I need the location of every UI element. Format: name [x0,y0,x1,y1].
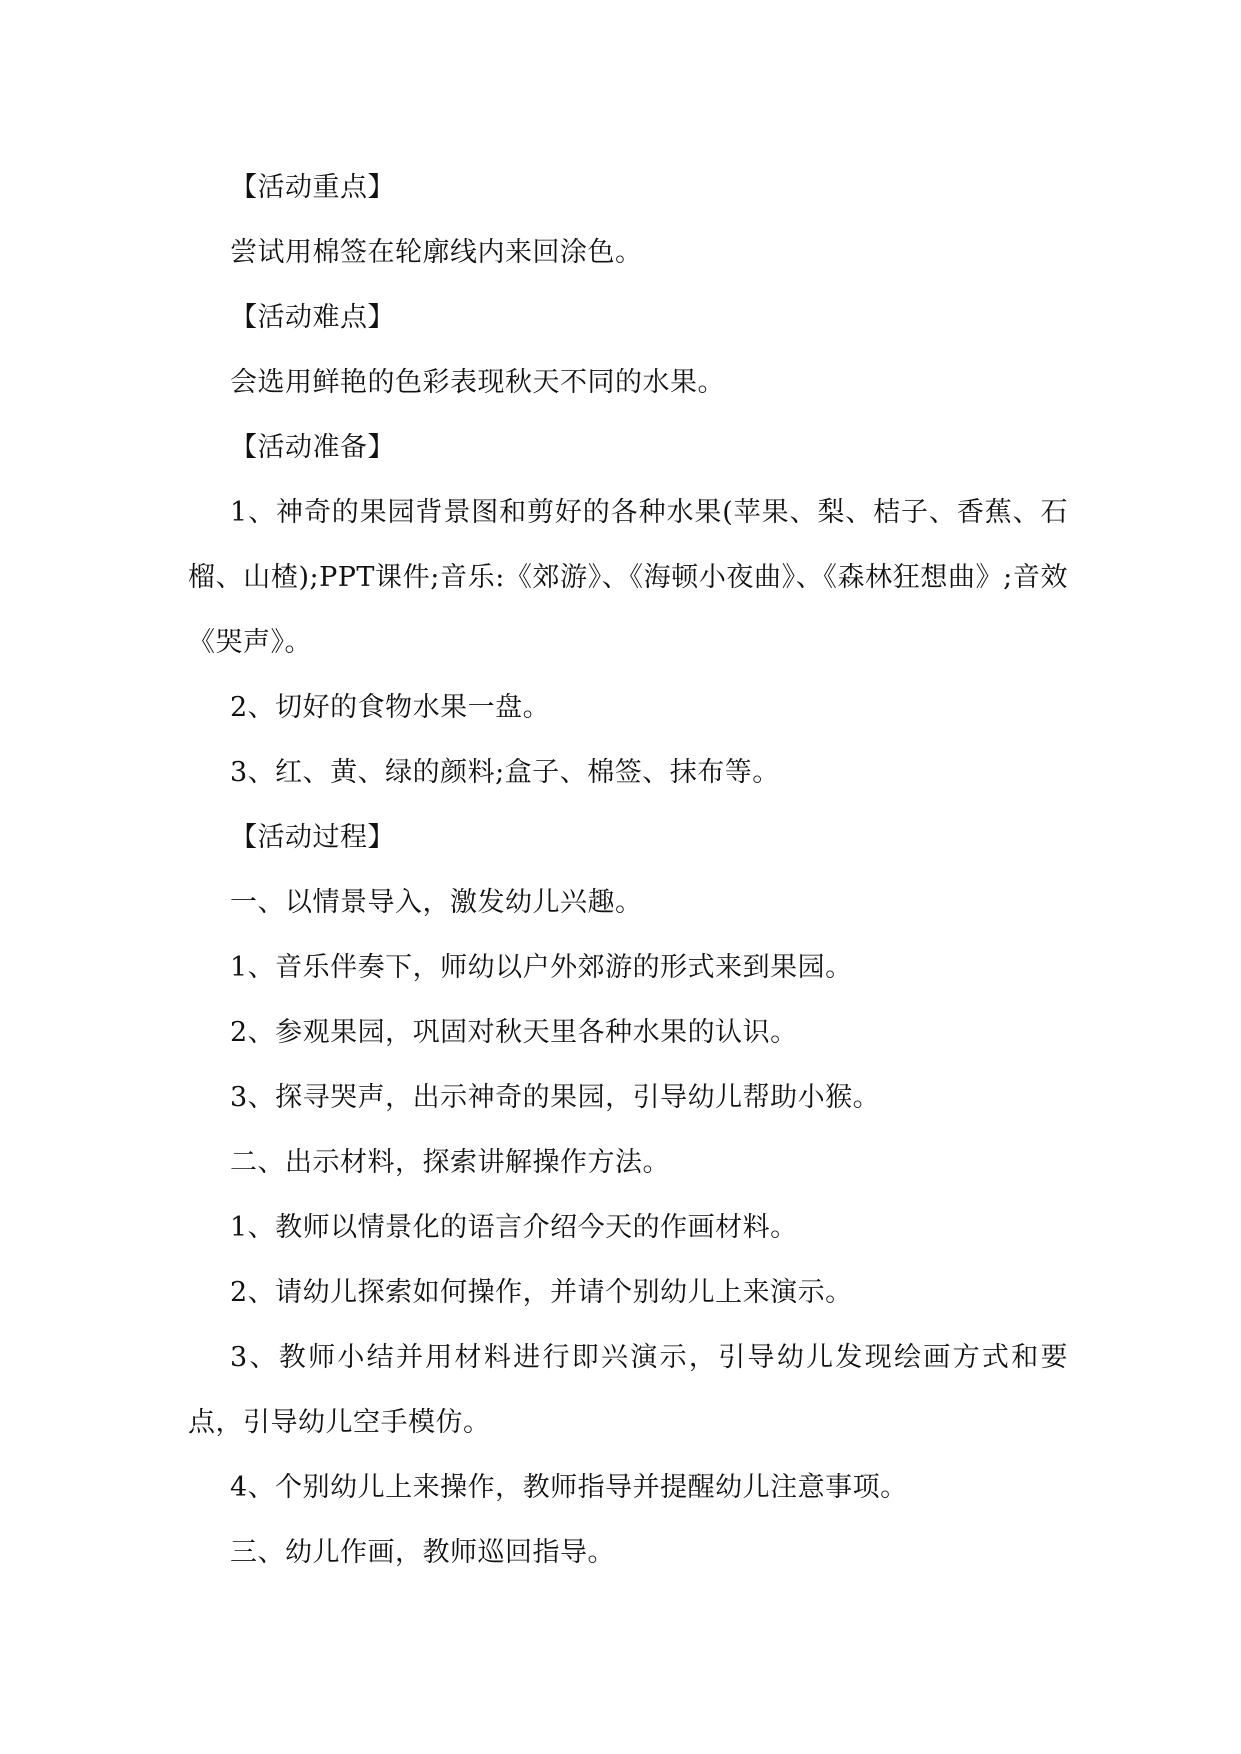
paragraph: 3、探寻哭声，出示神奇的果园，引导幼儿帮助小猴。 [230,1082,881,1113]
paragraph: 2、请幼儿探索如何操作，并请个别幼儿上来演示。 [230,1277,853,1308]
paragraph-preparation-1: 1、神奇的果园背景图和剪好的各种水果(苹果、梨、桔子、香蕉、石榴、山楂);PPT课件;音乐:《郊游》、《海顿小夜曲》、《森林狂想曲》;音效《哭声》。 [188,497,1068,658]
paragraph: 4、个别幼儿上来操作，教师指导并提醒幼儿注意事项。 [230,1472,908,1503]
paragraph: 1、音乐伴奏下，师幼以户外郊游的形式来到果园。 [230,952,853,983]
section-heading-preparation: 【活动准备】 [230,432,395,463]
paragraph: 2、参观果园，巩固对秋天里各种水果的认识。 [230,1017,798,1048]
paragraph: 2、切好的食物水果一盘。 [230,692,551,723]
paragraph: 3、红、黄、绿的颜料;盒子、棉签、抹布等。 [230,757,780,788]
paragraph: 二、出示材料，探索讲解操作方法。 [230,1147,670,1178]
document-body [188,155,1068,1585]
section-heading-focus: 【活动重点】 [230,172,395,203]
paragraph-summary: 3、教师小结并用材料进行即兴演示，引导幼儿发现绘画方式和要点，引导幼儿空手模仿。 [188,1342,1068,1438]
section-heading-difficulty: 【活动难点】 [230,302,395,333]
paragraph: 1、教师以情景化的语言介绍今天的作画材料。 [230,1212,798,1243]
section-heading-process: 【活动过程】 [230,822,395,853]
paragraph: 会选用鲜艳的色彩表现秋天不同的水果。 [230,367,725,398]
paragraph: 三、幼儿作画，教师巡回指导。 [230,1537,615,1568]
paragraph: 尝试用棉签在轮廓线内来回涂色。 [230,237,643,268]
paragraph: 一、以情景导入，激发幼儿兴趣。 [230,887,643,918]
